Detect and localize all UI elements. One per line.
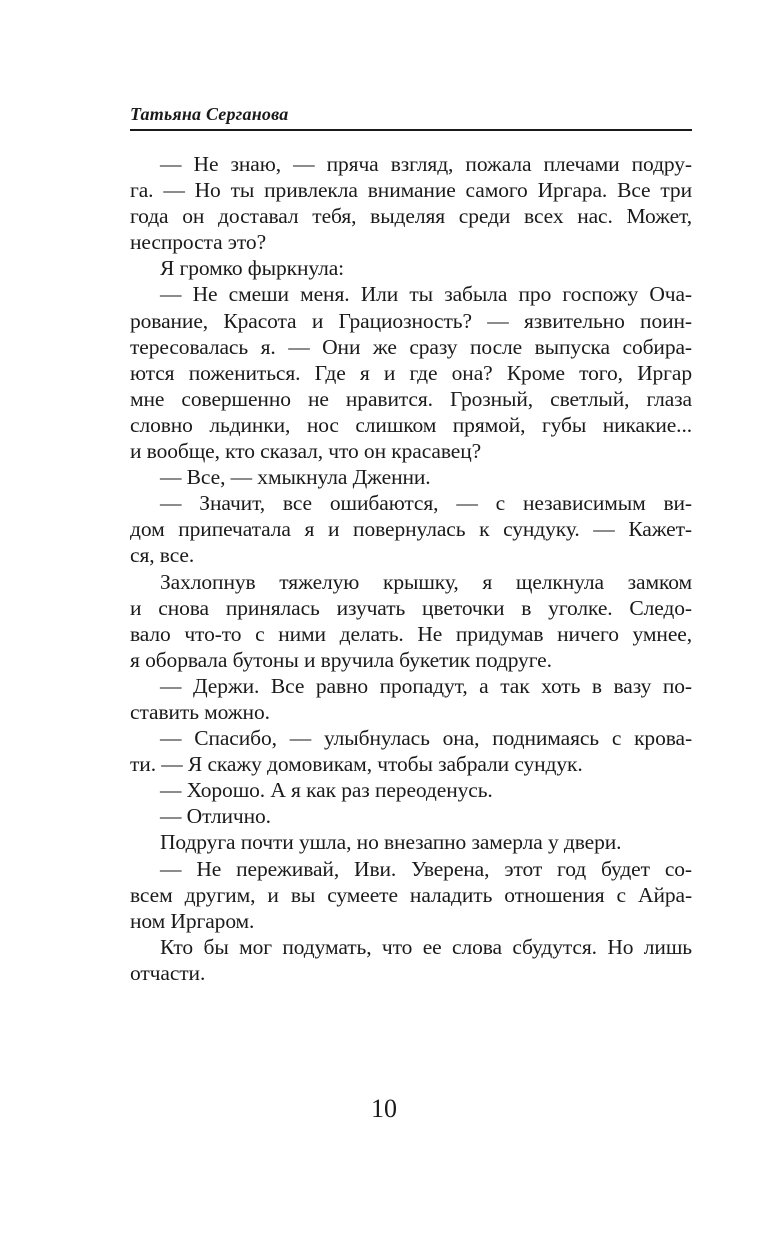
text-line: словно льдинки, нос слишком прямой, губы никакие...	[130, 412, 692, 437]
running-header	[130, 100, 692, 131]
text-line: — Держи. Все равно пропадут, а так хоть в вазу по-	[160, 673, 692, 698]
text-line: ся, все.	[130, 543, 195, 568]
text-line: — Отлично.	[160, 804, 271, 829]
text-line: ются пожениться. Где я и где она? Кроме того, Иргар	[130, 360, 692, 385]
text-line: я оборвала бутоны и вручила букетик подруге.	[130, 647, 552, 672]
body-text	[130, 151, 692, 986]
text-line: рование, Красота и Грациозность? — язвительно поин-	[130, 308, 692, 333]
text-line: — Значит, все ошибаются, — с независимым ви-	[160, 491, 692, 516]
text-line: тересовалась я. — Они же сразу после выпуска собира-	[130, 334, 692, 359]
text-line: — Не переживай, Иви. Уверена, этот год будет со-	[160, 856, 692, 881]
text-line: неспроста это?	[130, 230, 267, 255]
text-line: — Не смеши меня. Или ты забыла про госпожу Оча-	[160, 282, 692, 307]
text-line: ставить можно.	[130, 699, 270, 724]
page-number: 10	[371, 1094, 397, 1123]
text-line: Я громко фыркнула:	[160, 256, 345, 281]
text-line: — Не знаю, — пряча взгляд, пожала плечами подру-	[160, 152, 692, 176]
text-line: га. — Но ты привлекла внимание самого Иргара. Все три	[130, 178, 692, 203]
text-line: и снова принялась изучать цветочки в уголке. Следо-	[130, 595, 692, 620]
text-line: Кто бы мог подумать, что ее слова сбудутся. Но лишь	[160, 934, 692, 959]
text-line: — Спасибо, — улыбнулась она, поднимаясь с крова-	[160, 726, 692, 751]
text-line: — Хорошо. А я как раз переоденусь.	[160, 778, 493, 803]
text-line: — Все, — хмыкнула Дженни.	[160, 465, 431, 490]
text-line: мне совершенно не нравится. Грозный, светлый, глаза	[130, 386, 692, 411]
text-line: вало что-то с ними делать. Не придумав ничего умнее,	[130, 621, 692, 646]
author-name: Татьяна Серганова	[130, 104, 289, 124]
text-line: года он доставал тебя, выделяя среди всех нас. Может,	[130, 204, 692, 229]
text-line: и вообще, кто сказал, что он красавец?	[130, 439, 482, 464]
text-line: Подруга почти ушла, но внезапно замерла у двери.	[160, 830, 622, 855]
text-line: ти. — Я скажу домовикам, чтобы забрали сундук.	[130, 752, 583, 777]
text-line: Захлопнув тяжелую крышку, я щелкнула замком	[160, 569, 692, 594]
text-line: отчасти.	[130, 960, 206, 985]
text-line: ном Иргаром.	[130, 908, 255, 933]
text-line: дом припечатала я и повернулась к сундуку. — Кажет-	[130, 517, 692, 542]
text-line: всем другим, и вы сумеете наладить отношения с Айра-	[130, 882, 692, 907]
